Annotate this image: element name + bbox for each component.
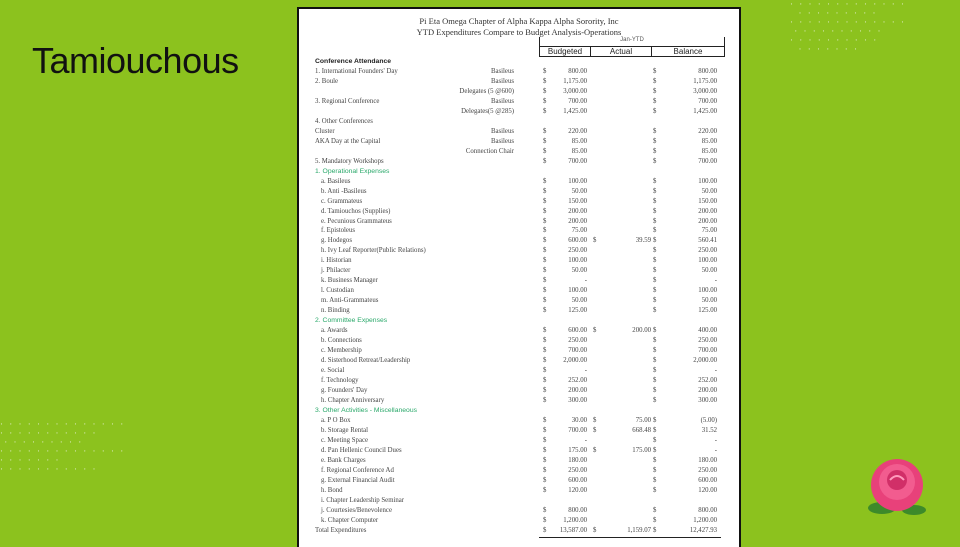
- currency-symbol: $: [653, 227, 657, 235]
- row-label: c. Membership: [321, 347, 362, 355]
- actual-value: 39.59: [635, 237, 651, 245]
- budgeted-value: 13,587.00: [559, 526, 587, 534]
- balance-value: 800.00: [698, 67, 717, 75]
- row-label: c. Grammateus: [321, 197, 363, 205]
- currency-symbol: $: [653, 267, 657, 275]
- currency-symbol: $: [653, 297, 657, 305]
- row-label: b. Storage Rental: [321, 426, 369, 434]
- currency-symbol: $: [653, 277, 657, 285]
- currency-symbol: $: [543, 67, 547, 75]
- balance-value: 75.00: [701, 227, 717, 235]
- row-label: d. Tamiouchos (Supplies): [321, 207, 391, 215]
- budgeted-value: 120.00: [568, 486, 587, 494]
- row-sublabel: Basileus: [490, 97, 514, 105]
- budget-document: [297, 7, 741, 547]
- budget-table: [299, 57, 739, 536]
- currency-symbol: $: [543, 287, 547, 295]
- currency-symbol: $: [543, 347, 547, 355]
- row-label: g. Hodegos: [321, 237, 352, 245]
- table-row: [299, 127, 739, 137]
- row-label: g. External Financial Audit: [321, 476, 395, 484]
- currency-symbol: $: [653, 307, 657, 315]
- budgeted-value: 700.00: [568, 97, 587, 105]
- budgeted-value: 800.00: [568, 506, 587, 514]
- currency-symbol: $: [543, 267, 547, 275]
- currency-symbol: $: [653, 516, 657, 524]
- row-label: d. Pan Hellenic Council Dues: [321, 446, 402, 454]
- currency-symbol: $: [543, 157, 547, 165]
- row-label: c. Meeting Space: [321, 436, 368, 444]
- budgeted-value: 600.00: [568, 476, 587, 484]
- table-row: [299, 436, 739, 446]
- table-row: [299, 157, 739, 167]
- row-label: h. Ivy Leaf Reporter(Public Relations): [321, 247, 426, 255]
- actual-value: 1,159.07: [627, 526, 651, 534]
- budgeted-value: 85.00: [571, 137, 587, 145]
- currency-symbol: $: [653, 127, 657, 135]
- budgeted-value: 252.00: [568, 377, 587, 384]
- budgeted-value: -: [584, 367, 587, 375]
- currency-symbol: $: [653, 426, 657, 434]
- budgeted-value: 700.00: [568, 347, 587, 355]
- budgeted-value: 180.00: [568, 456, 587, 464]
- period-label: Jan-YTD: [620, 37, 644, 43]
- budgeted-value: 2,000.00: [563, 357, 587, 365]
- balance-value: 560.41: [698, 237, 717, 245]
- currency-symbol: $: [653, 187, 657, 195]
- table-row: [299, 207, 739, 217]
- currency-symbol: $: [543, 466, 547, 474]
- row-label: l. Custodian: [321, 287, 354, 295]
- table-row: [299, 217, 739, 227]
- row-label: f. Regional Conference Ad: [321, 466, 394, 474]
- slide-title: Tamiouchous: [32, 40, 239, 81]
- row-label: f. Epistoleus: [321, 227, 355, 235]
- row-label: h. Bond: [321, 486, 343, 494]
- currency-symbol: $: [543, 446, 547, 454]
- row-label: n. Binding: [321, 307, 350, 315]
- balance-value: 50.00: [701, 267, 717, 275]
- balance-value: 85.00: [701, 147, 717, 155]
- balance-value: 700.00: [698, 97, 717, 105]
- table-row: [299, 486, 739, 496]
- budgeted-value: 125.00: [568, 307, 587, 315]
- table-row: [299, 396, 739, 406]
- budgeted-value: 250.00: [568, 466, 587, 474]
- header-budgeted: Budgeted: [540, 46, 591, 57]
- currency-symbol: $: [653, 87, 657, 95]
- currency-symbol: $: [543, 107, 547, 115]
- balance-value: 700.00: [698, 347, 717, 355]
- currency-symbol: $: [653, 526, 657, 534]
- currency-symbol: $: [543, 337, 547, 345]
- row-label: 2. Boule: [315, 77, 339, 85]
- balance-value: (5.00): [700, 416, 717, 424]
- table-row: [299, 476, 739, 486]
- currency-symbol: $: [653, 377, 657, 384]
- balance-value: 100.00: [698, 177, 717, 185]
- currency-symbol: $: [653, 446, 657, 454]
- currency-symbol: $: [543, 197, 547, 205]
- currency-symbol: $: [653, 77, 657, 85]
- budgeted-value: 1,200.00: [563, 516, 587, 524]
- balance-value: 2,000.00: [693, 357, 717, 365]
- table-row: [299, 117, 739, 127]
- row-label: 3. Other Activities - Miscellaneous: [315, 406, 417, 414]
- balance-value: 1,425.00: [693, 107, 717, 115]
- table-row: [299, 356, 739, 366]
- currency-symbol: $: [543, 247, 547, 255]
- row-label: AKA Day at the Capital: [315, 137, 381, 145]
- table-row: [299, 137, 739, 147]
- row-label: a. P O Box: [321, 416, 351, 424]
- currency-symbol: $: [653, 257, 657, 265]
- row-label: a. Basileus: [321, 177, 351, 185]
- row-label: j. Philacter: [321, 267, 351, 275]
- row-label: g. Founders' Day: [321, 386, 368, 394]
- table-row: [299, 286, 739, 296]
- currency-symbol: $: [543, 207, 547, 215]
- currency-symbol: $: [653, 177, 657, 185]
- currency-symbol: $: [653, 247, 657, 255]
- balance-value: 250.00: [698, 247, 717, 255]
- budgeted-value: 50.00: [571, 187, 587, 195]
- row-sublabel: Basileus: [490, 137, 514, 145]
- table-row: [299, 256, 739, 266]
- budgeted-value: 175.00: [568, 446, 587, 454]
- balance-value: 180.00: [698, 456, 717, 464]
- table-row: [299, 516, 739, 526]
- budgeted-value: 1,175.00: [563, 77, 587, 85]
- balance-value: 85.00: [701, 137, 717, 145]
- balance-value: 700.00: [698, 157, 717, 165]
- currency-symbol: $: [543, 97, 547, 105]
- currency-symbol: $: [653, 327, 657, 335]
- budgeted-value: -: [584, 436, 587, 444]
- currency-symbol: $: [543, 307, 547, 315]
- budgeted-value: 30.00: [571, 416, 587, 424]
- table-row: [299, 107, 739, 117]
- currency-symbol: $: [653, 396, 657, 404]
- balance-value: -: [714, 446, 717, 454]
- currency-symbol: $: [653, 456, 657, 464]
- row-label: f. Technology: [321, 377, 359, 384]
- budgeted-value: 300.00: [568, 396, 587, 404]
- currency-symbol: $: [543, 367, 547, 375]
- budgeted-value: 250.00: [568, 247, 587, 255]
- balance-value: 200.00: [698, 386, 717, 394]
- currency-symbol: $: [543, 357, 547, 365]
- document-org: Pi Eta Omega Chapter of Alpha Kappa Alpha Sorority, Inc: [419, 16, 619, 26]
- currency-symbol: $: [653, 107, 657, 115]
- row-label: Conference Attendance: [315, 58, 392, 65]
- table-row: [299, 466, 739, 476]
- currency-symbol: $: [543, 377, 547, 384]
- table-row: [299, 236, 739, 246]
- currency-symbol: $: [653, 337, 657, 345]
- currency-symbol: $: [653, 386, 657, 394]
- table-row: [299, 506, 739, 516]
- balance-value: 220.00: [698, 127, 717, 135]
- currency-symbol: $: [653, 486, 657, 494]
- budgeted-value: 600.00: [568, 327, 587, 335]
- currency-symbol: $: [543, 416, 547, 424]
- budgeted-value: 600.00: [568, 237, 587, 245]
- balance-value: 150.00: [698, 197, 717, 205]
- row-label: 4. Other Conferences: [315, 117, 373, 125]
- row-label: b. Anti -Basileus: [321, 187, 367, 195]
- currency-symbol: $: [653, 466, 657, 474]
- currency-symbol: $: [653, 287, 657, 295]
- row-label: e. Pecunious Grammateus: [321, 217, 392, 225]
- row-sublabel: Delegates(5 @285): [461, 107, 514, 115]
- budgeted-value: -: [584, 277, 587, 285]
- currency-symbol: $: [653, 157, 657, 165]
- currency-symbol: $: [543, 426, 547, 434]
- currency-symbol: $: [543, 257, 547, 265]
- balance-value: 100.00: [698, 257, 717, 265]
- balance-value: 200.00: [698, 217, 717, 225]
- budgeted-value: 200.00: [568, 386, 587, 394]
- table-row: [299, 67, 739, 77]
- table-row: [299, 296, 739, 306]
- currency-symbol: $: [653, 367, 657, 375]
- currency-symbol: $: [653, 197, 657, 205]
- actual-value: 200.00: [632, 327, 651, 335]
- budgeted-value: 100.00: [568, 257, 587, 265]
- balance-value: 1,200.00: [693, 516, 717, 524]
- budgeted-value: 100.00: [568, 287, 587, 295]
- currency-symbol: $: [653, 237, 657, 245]
- budgeted-value: 100.00: [568, 177, 587, 185]
- row-label: 2. Committee Expenses: [315, 317, 388, 325]
- row-label: b. Connections: [321, 337, 362, 345]
- currency-symbol: $: [593, 446, 597, 454]
- currency-symbol: $: [543, 526, 547, 534]
- table-row: [299, 87, 739, 97]
- row-label: e. Social: [321, 367, 345, 375]
- budgeted-value: 200.00: [568, 217, 587, 225]
- actual-value: 75.00: [635, 416, 651, 424]
- currency-symbol: $: [543, 297, 547, 305]
- row-label: Total Expenditures: [315, 526, 367, 534]
- balance-value: 50.00: [701, 187, 717, 195]
- row-label: d. Sisterhood Retreat/Leadership: [321, 357, 411, 365]
- row-label: 1. International Founders' Day: [315, 67, 398, 75]
- currency-symbol: $: [543, 177, 547, 185]
- budgeted-value: 250.00: [568, 337, 587, 345]
- budgeted-value: 800.00: [568, 67, 587, 75]
- budgeted-value: 1,425.00: [563, 107, 587, 115]
- budgeted-value: 200.00: [568, 207, 587, 215]
- balance-value: 100.00: [698, 287, 717, 295]
- balance-value: -: [714, 277, 717, 285]
- row-label: i. Chapter Leadership Seminar: [321, 496, 405, 504]
- row-label: 3. Regional Conference: [315, 97, 380, 105]
- currency-symbol: $: [543, 277, 547, 285]
- currency-symbol: $: [543, 87, 547, 95]
- currency-symbol: $: [543, 516, 547, 524]
- row-label: e. Bank Charges: [321, 456, 366, 464]
- row-label: j. Courtesies/Benevolence: [321, 506, 392, 514]
- balance-value: 200.00: [698, 207, 717, 215]
- currency-symbol: $: [593, 526, 597, 534]
- table-row: [299, 147, 739, 157]
- balance-value: 3,000.00: [693, 87, 717, 95]
- table-row: [299, 316, 739, 326]
- row-label: Cluster: [315, 127, 335, 135]
- currency-symbol: $: [543, 486, 547, 494]
- balance-value: 250.00: [698, 337, 717, 345]
- currency-symbol: $: [543, 147, 547, 155]
- table-row: [299, 187, 739, 197]
- balance-value: 800.00: [698, 506, 717, 514]
- row-label: h. Chapter Anniversary: [321, 396, 385, 404]
- balance-value: 300.00: [698, 396, 717, 404]
- total-underline: [539, 537, 721, 538]
- row-label: 5. Mandatory Workshops: [315, 157, 384, 165]
- balance-value: 250.00: [698, 466, 717, 474]
- header-balance: Balance: [652, 46, 724, 57]
- row-label: a. Awards: [321, 327, 348, 335]
- table-row: [299, 456, 739, 466]
- column-header: [539, 37, 725, 57]
- budgeted-value: 150.00: [568, 197, 587, 205]
- pearl-decoration-left: · · · · · · · · · · · · · · · · · · · · · · · · · · · · · · · · · · · · · · · · · · · · · · · · · · · · · · · · · · · · · · · · · ·: [0, 420, 126, 474]
- currency-symbol: $: [543, 506, 547, 514]
- currency-symbol: $: [543, 396, 547, 404]
- document-subtitle: YTD Expenditures Compare to Budget Analysis-Operations: [416, 27, 622, 37]
- currency-symbol: $: [653, 97, 657, 105]
- currency-symbol: $: [653, 357, 657, 365]
- currency-symbol: $: [653, 436, 657, 444]
- balance-value: 120.00: [698, 486, 717, 494]
- currency-symbol: $: [543, 137, 547, 145]
- table-row: [299, 386, 739, 396]
- currency-symbol: $: [653, 67, 657, 75]
- currency-symbol: $: [543, 217, 547, 225]
- currency-symbol: $: [543, 187, 547, 195]
- table-row: [299, 306, 739, 316]
- balance-value: 50.00: [701, 297, 717, 305]
- table-row: [299, 167, 739, 177]
- row-sublabel: Basileus: [490, 77, 514, 85]
- table-row: [299, 526, 739, 536]
- table-row: [299, 376, 739, 386]
- balance-value: -: [714, 367, 717, 375]
- rose-icon: [862, 450, 932, 520]
- row-sublabel: Connection Chair: [465, 147, 514, 155]
- row-sublabel: Basileus: [490, 67, 514, 75]
- currency-symbol: $: [653, 217, 657, 225]
- table-row: [299, 197, 739, 207]
- budgeted-value: 700.00: [568, 157, 587, 165]
- actual-value: 175.00: [632, 446, 651, 454]
- balance-value: 400.00: [698, 327, 717, 335]
- currency-symbol: $: [593, 426, 597, 434]
- row-sublabel: Delegates (5 @600): [459, 87, 514, 95]
- row-label: i. Historian: [321, 257, 352, 265]
- table-row: [299, 77, 739, 87]
- currency-symbol: $: [653, 207, 657, 215]
- budgeted-value: 75.00: [571, 227, 587, 235]
- currency-symbol: $: [543, 456, 547, 464]
- table-row: [299, 346, 739, 356]
- table-row: [299, 426, 739, 436]
- table-row: [299, 177, 739, 187]
- table-row: [299, 416, 739, 426]
- budgeted-value: 3,000.00: [563, 87, 587, 95]
- currency-symbol: $: [543, 476, 547, 484]
- currency-symbol: $: [653, 137, 657, 145]
- table-row: [299, 276, 739, 286]
- row-label: m. Anti-Grammateus: [321, 297, 379, 305]
- currency-symbol: $: [543, 436, 547, 444]
- row-label: 1. Operational Expenses: [315, 167, 390, 175]
- pearl-decoration-right: · · · · · · · · · · · · · · · · · · · · · · · · · · · · · · · · · · · · · · · · · · · · · · · · · · · · · · · · · · · · · ·: [790, 0, 906, 54]
- currency-symbol: $: [543, 227, 547, 235]
- header-actual: Actual: [591, 46, 652, 57]
- balance-value: 1,175.00: [693, 77, 717, 85]
- budgeted-value: 50.00: [571, 267, 587, 275]
- balance-value: 12,427.93: [689, 526, 717, 534]
- budgeted-value: 700.00: [568, 426, 587, 434]
- currency-symbol: $: [543, 127, 547, 135]
- currency-symbol: $: [593, 327, 597, 335]
- table-row: [299, 406, 739, 416]
- budgeted-value: 220.00: [568, 127, 587, 135]
- currency-symbol: $: [653, 147, 657, 155]
- balance-value: 125.00: [698, 307, 717, 315]
- balance-value: 600.00: [698, 476, 717, 484]
- actual-value: 668.48: [632, 426, 651, 434]
- currency-symbol: $: [543, 77, 547, 85]
- balance-value: 252.00: [698, 377, 717, 384]
- table-row: [299, 496, 739, 506]
- balance-value: 31.52: [701, 426, 717, 434]
- table-row: [299, 266, 739, 276]
- currency-symbol: $: [543, 237, 547, 245]
- currency-symbol: $: [543, 327, 547, 335]
- balance-value: -: [714, 436, 717, 444]
- table-row: [299, 226, 739, 236]
- table-row: [299, 326, 739, 336]
- budgeted-value: 50.00: [571, 297, 587, 305]
- table-row: [299, 446, 739, 456]
- currency-symbol: $: [593, 416, 597, 424]
- table-row: [299, 366, 739, 376]
- table-row: [299, 336, 739, 346]
- row-label: k. Chapter Computer: [321, 516, 379, 524]
- table-row: [299, 246, 739, 256]
- currency-symbol: $: [593, 237, 597, 245]
- table-row: [299, 57, 739, 67]
- currency-symbol: $: [653, 416, 657, 424]
- currency-symbol: $: [653, 506, 657, 514]
- currency-symbol: $: [653, 347, 657, 355]
- budgeted-value: 85.00: [571, 147, 587, 155]
- currency-symbol: $: [653, 476, 657, 484]
- row-label: k. Business Manager: [321, 277, 378, 285]
- table-row: [299, 97, 739, 107]
- row-sublabel: Basileus: [490, 127, 514, 135]
- currency-symbol: $: [543, 386, 547, 394]
